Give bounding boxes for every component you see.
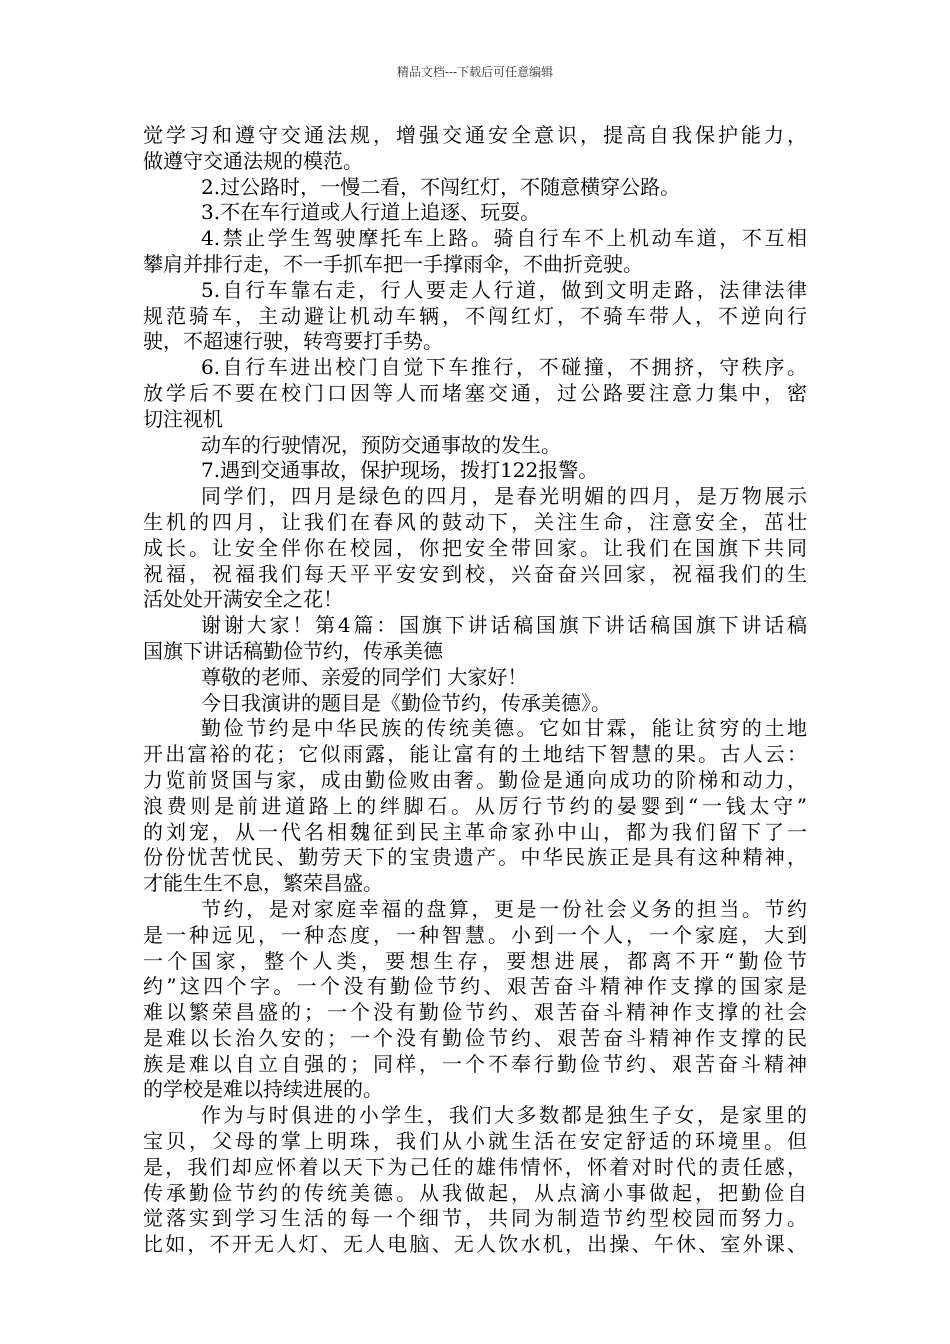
text-line: 6.自行车进出校门自觉下车推行，不碰撞，不拥挤，守秩序。	[201, 355, 807, 380]
text-line: 谢谢大家！第4篇：国旗下讲话稿国旗下讲话稿国旗下讲话稿	[201, 613, 807, 638]
text-line: 尊敬的老师、亲爱的同学们 大家好！	[201, 664, 528, 689]
text-line: 比如，不开无人灯、无人电脑、无人饮水机，出操、午休、室外课、	[143, 1232, 807, 1257]
text-line: 是难以长治久安的；一个没有勤俭节约、艰苦奋斗精神作支撑的民	[143, 1025, 807, 1050]
text-line: 勤俭节约是中华民族的传统美德。它如甘霖，能让贫穷的土地	[201, 716, 807, 741]
text-line: 是一种远见，一种态度，一种智慧。小到一个人，一个家庭，大到	[143, 922, 807, 947]
text-line: 做遵守交通法规的模范。	[143, 148, 363, 173]
document-body	[143, 123, 807, 1258]
text-line: 同学们，四月是绿色的四月，是春光明媚的四月，是万物展示	[201, 484, 807, 509]
text-line: 是，我们却应怀着以天下为己任的雄伟情怀，怀着对时代的责任感，	[143, 1154, 807, 1179]
text-line: 国旗下讲话稿勤俭节约，传承美德	[143, 638, 443, 663]
text-line: 觉学习和遵守交通法规，增强交通安全意识，提高自我保护能力，	[143, 123, 807, 147]
text-line: 切注视机	[143, 406, 223, 431]
text-line: 浪费则是前进道路上的绊脚石。从厉行节约的晏婴到“一钱太守”	[143, 793, 807, 818]
text-line: 祝福，祝福我们每天平平安安到校，兴奋奋兴回家，祝福我们的生	[143, 561, 807, 586]
text-line: 才能生生不息，繁荣昌盛。	[143, 871, 383, 896]
text-line: 2.过公路时，一慢二看，不闯红灯，不随意横穿公路。	[201, 174, 681, 199]
text-line: 7.遇到交通事故，保护现场，拨打122报警。	[201, 458, 599, 483]
text-line: 难以繁荣昌盛的；一个没有勤俭节约、艰苦奋斗精神作支撑的社会	[143, 1000, 807, 1025]
text-line: 成长。让安全伴你在校园，你把安全带回家。让我们在国旗下共同	[143, 535, 807, 560]
text-line: 宝贝，父母的掌上明珠，我们从小就生活在安定舒适的环境里。但	[143, 1129, 807, 1154]
text-line: 5.自行车靠右走，行人要走人行道，做到文明走路，法律法律	[201, 277, 807, 302]
text-line: 作为与时俱进的小学生，我们大多数都是独生子女，是家里的	[201, 1103, 807, 1128]
text-line: 约”这四个字。一个没有勤俭节约、艰苦奋斗精神作支撑的国家是	[143, 974, 807, 999]
text-line: 一个国家，整个人类，要想生存，要想进展，都离不开“勤俭节	[143, 948, 807, 973]
text-line: 规范骑车，主动避让机动车辆，不闯红灯，不骑车带人，不逆向行	[143, 303, 807, 328]
text-line: 的学校是难以持续进展的。	[143, 1077, 383, 1102]
text-line: 开出富裕的花；它似雨露，能让富有的土地结下智慧的果。古人云：	[143, 742, 807, 767]
text-line: 3.不在车行道或人行道上追逐、玩耍。	[201, 200, 541, 225]
text-line: 今日我演讲的题目是《勤俭节约，传承美德》。	[201, 690, 611, 715]
text-line: 攀肩并排行走，不一手抓车把一手撑雨伞，不曲折竞驶。	[143, 251, 643, 276]
text-line: 活处处开满安全之花！	[143, 587, 343, 612]
text-line: 力览前贤国与家，成由勤俭败由奢。勤俭是通向成功的阶梯和动力，	[143, 767, 807, 792]
text-line: 动车的行驶情况，预防交通事故的发生。	[201, 432, 561, 457]
text-line: 生机的四月，让我们在春风的鼓动下，关注生命，注意安全，茁壮	[143, 509, 807, 534]
text-line: 4.禁止学生驾驶摩托车上路。骑自行车不上机动车道，不互相	[201, 226, 807, 251]
text-line: 觉落实到学习生活的每一个细节，共同为制造节约型校园而努力。	[143, 1206, 807, 1231]
text-line: 族是难以自立自强的；同样，一个不奉行勤俭节约、艰苦奋斗精神	[143, 1051, 807, 1076]
text-line: 驶，不超速行驶，转弯要打手势。	[143, 329, 443, 354]
text-line: 放学后不要在校门口因等人而堵塞交通，过公路要注意力集中，密	[143, 380, 807, 405]
text-line: 份份忧苦忧民、勤劳天下的宝贵遗产。中华民族正是具有这种精神，	[143, 845, 807, 870]
text-line: 传承勤俭节约的传统美德。从我做起，从点滴小事做起，把勤俭自	[143, 1180, 807, 1205]
text-line: 的刘宠，从一代名相魏征到民主革命家孙中山，都为我们留下了一	[143, 819, 807, 844]
page-header: 精品文档---下载后可任意编辑	[396, 65, 554, 79]
text-line: 节约，是对家庭幸福的盘算，更是一份社会义务的担当。节约	[201, 896, 807, 921]
